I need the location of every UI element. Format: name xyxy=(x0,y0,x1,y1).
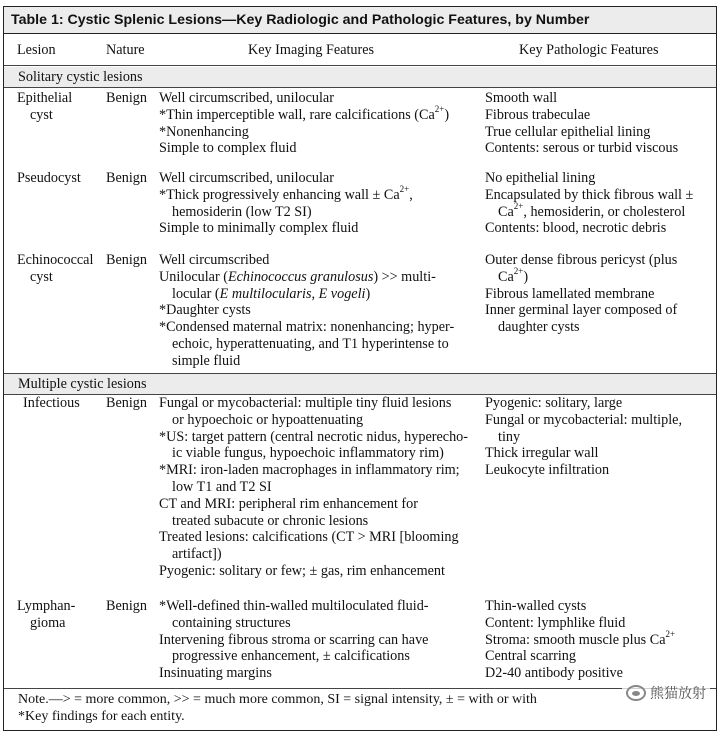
table-title: Table 1: Cystic Splenic Lesions—Key Radiologic and Pathologic Features, by Number xyxy=(4,7,716,34)
row-epithelial-nature: Benign xyxy=(106,90,147,106)
row-echinococcal-nature: Benign xyxy=(106,252,147,268)
header-rule xyxy=(4,65,716,66)
row-epithelial-pathology: Smooth wall Fibrous trabeculae True cellular epithelial lining Contents: serous or turbid viscous xyxy=(485,90,679,157)
row-pseudocyst-imaging: Well circumscribed, unilocular *Thick progressively enhancing wall ± $Ca^{2+}$, hemosiderin (low T2 SI) Simple to minimally complex fluid xyxy=(159,170,413,237)
row-infectious-imaging: Fungal or mycobacterial: multiple tiny fluid lesions or hypoechoic or hypoattenuating *US: target pattern (central necrotic nidus, hyperecho- ic viable fungus, hypoechoic inflammatory rim) *MRI: iron-laden macrophages in inflammatory rim; low T1 and T2 SI CT and MRI: peripheral rim enhancement for treated subacute or chronic lesions Treated lesions: calcifications (CT > MRI [blooming artifact]) Pyogenic: solitary or few; ± gas, rim enhancement xyxy=(159,395,468,579)
row-echinococcal-pathology: Outer dense fibrous pericyst (plus $Ca^{2+}$) Fibrous lamellated membrane Inner germinal layer composed of daughter cysts xyxy=(485,252,678,336)
header-pathology: Key Pathologic Features xyxy=(519,42,659,58)
row-lymphangioma-lesion: Lymphan- gioma xyxy=(17,598,76,631)
section-solitary: Solitary cystic lesions xyxy=(4,67,716,87)
row-lymphangioma-nature: Benign xyxy=(106,598,147,614)
header-lesion: Lesion xyxy=(17,42,56,58)
row-pseudocyst-lesion: Pseudocyst xyxy=(17,170,81,186)
table-notes xyxy=(4,691,716,725)
watermark-text: 熊猫放射 xyxy=(650,686,706,702)
row-infectious-lesion: Infectious xyxy=(23,395,80,411)
row-pseudocyst-pathology: No epithelial lining Encapsulated by thick fibrous wall ± $Ca^{2+}$, hemosiderin, or cholesterol Contents: blood, necrotic debris xyxy=(485,170,694,237)
row-pseudocyst-nature: Benign xyxy=(106,170,147,186)
header-imaging: Key Imaging Features xyxy=(248,42,375,58)
header-nature: Nature xyxy=(106,42,145,58)
note-abbreviations: Note.—> = more common, >> = much more common, SI = signal intensity, ± = with or with xyxy=(18,692,537,707)
table-frame xyxy=(3,6,717,731)
row-lymphangioma-imaging: *Well-defined thin-walled multiloculated fluid- containing structures Intervening fibrous stroma or scarring can have progressive enhancement, ± calcifications Insinuating margins xyxy=(159,598,429,682)
watermark xyxy=(622,682,710,704)
section-rule xyxy=(4,87,716,88)
row-infectious-pathology: Pyogenic: solitary, large Fungal or mycobacterial: multiple, tiny Thick irregular wall Leukocyte infiltration xyxy=(485,395,682,479)
row-lymphangioma-pathology: Thin-walled cysts Content: lymphlike fluid Stroma: smooth muscle plus $Ca^{2+}$ Central scarring D2-40 antibody positive xyxy=(485,598,676,682)
note-key-findings: *Key findings for each entity. xyxy=(18,709,185,724)
row-infectious-nature: Benign xyxy=(106,395,147,411)
section-multiple: Multiple cystic lesions xyxy=(4,374,716,394)
notes-rule xyxy=(4,688,716,689)
wechat-icon xyxy=(626,685,646,701)
row-epithelial-lesion: Epithelial cyst xyxy=(17,90,73,123)
row-echinococcal-imaging: Well circumscribed Unilocular (Echinococcus granulosus) >> multi- locular (E multilocularis, E vogeli) *Daughter cysts *Condensed maternal matrix: nonenhancing; hyper- echoic, hyperattenuating, and T1 hyperintense to simple fluid xyxy=(159,252,455,369)
row-epithelial-imaging: Well circumscribed, unilocular *Thin imperceptible wall, rare calcifications $(Ca^{2+})$ *Nonenhancing Simple to complex fluid xyxy=(159,90,450,157)
row-echinococcal-lesion: Echinococcal cyst xyxy=(17,252,94,285)
